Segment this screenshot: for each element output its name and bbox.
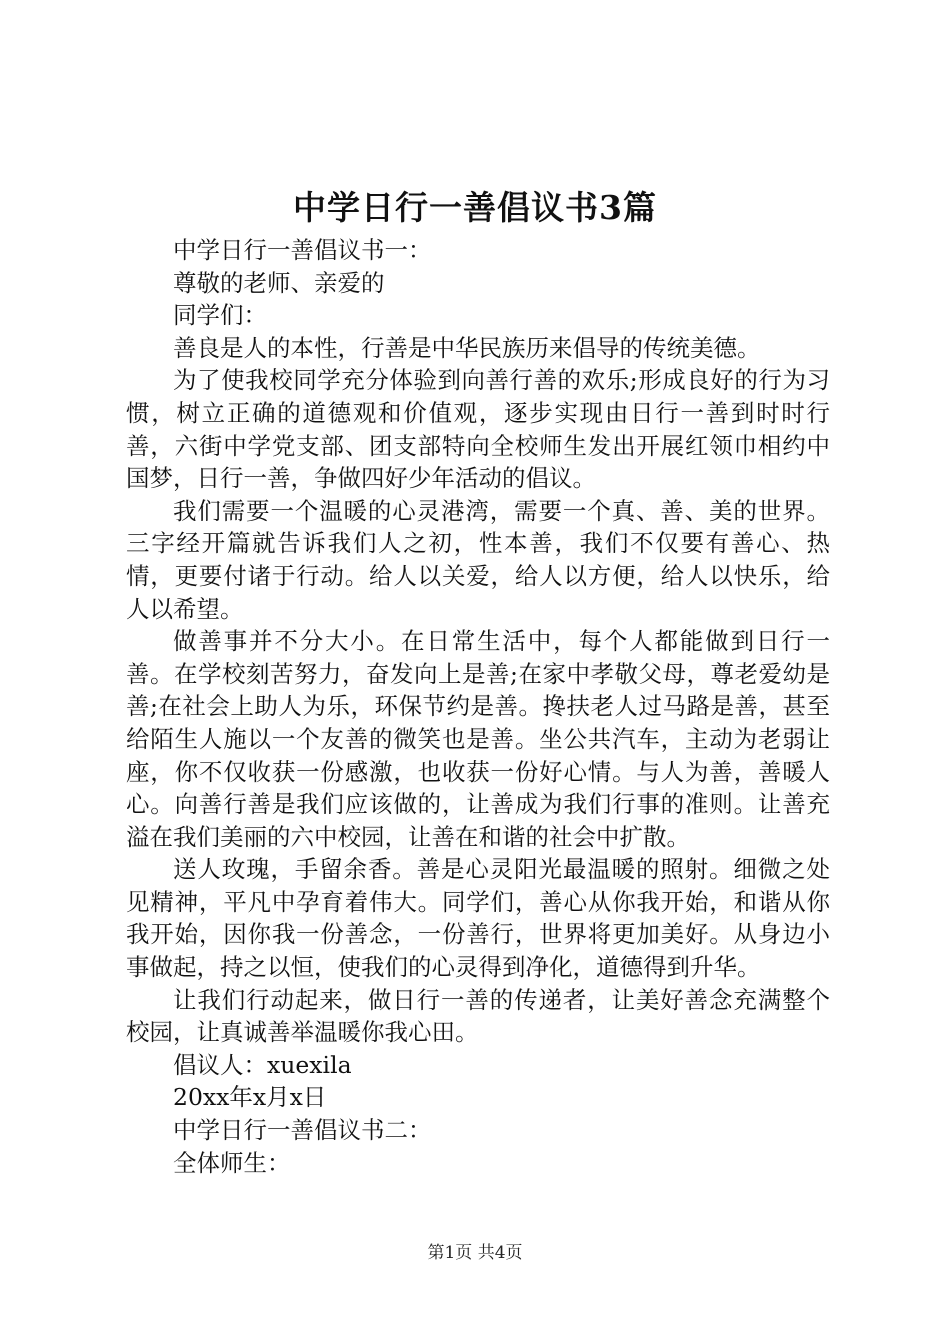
salutation-line-2: 同学们：	[173, 301, 267, 330]
date-line: 20xx年x月x日	[173, 1083, 327, 1112]
page-footer: 第1页 共4页	[427, 1243, 523, 1263]
document-title: 中学日行一善倡议书3篇	[293, 188, 657, 227]
section-heading-2: 中学日行一善倡议书二：	[173, 1116, 432, 1145]
body-paragraph: 送人玫瑰，手留余香。善是心灵阳光最温暖的照射。细微之处见精神，平凡中孕育着伟大。同学们，善心从你我开始，和谐从你我开始，因你我一份善念，一份善行，世界将更加美好。从身边小事做起，持之以恒，使我们的心灵得到净化，道德得到升华。	[126, 855, 830, 982]
body-paragraph: 善良是人的本性，行善是中华民族历来倡导的传统美德。	[173, 333, 761, 362]
salutation-line-1: 尊敬的老师、亲爱的	[173, 268, 385, 297]
body-paragraph: 做善事并不分大小。在日常生活中，每个人都能做到日行一善。在学校刻苦努力，奋发向上是善;在家中孝敬父母，尊老爱幼是善;在社会上助人为乐，环保节约是善。搀扶老人过马路是善，甚至给陌生人施以一个友善的微笑也是善。坐公共汽车，主动为老弱让座，你不仅收获一份感激，也收获一份好心情。与人为善，善暖人心。向善行善是我们应该做的，让善成为我们行事的准则。让善充溢在我们美丽的六中校园，让善在和谐的社会中扩散。	[126, 627, 830, 851]
body-paragraph: 为了使我校同学充分体验到向善行善的欢乐;形成良好的行为习惯，树立正确的道德观和价值观，逐步实现由日行一善到时时行善，六街中学党支部、团支部特向全校师生发出开展红领巾相约中国梦，日行一善，争做四好少年活动的倡议。	[126, 366, 830, 493]
body-paragraph: 我们需要一个温暖的心灵港湾，需要一个真、善、美的世界。三字经开篇就告诉我们人之初，性本善，我们不仅要有善心、热情，更要付诸于行动。给人以关爱，给人以方便，给人以快乐，给人以希望。	[126, 496, 830, 623]
section-heading-1: 中学日行一善倡议书一：	[173, 236, 432, 264]
signature-line: 倡议人：xuexila	[173, 1050, 352, 1079]
salutation-line-3: 全体师生：	[173, 1148, 291, 1177]
body-paragraph: 让我们行动起来，做日行一善的传递者，让美好善念充满整个校园，让真诚善举温暖你我心田。	[126, 985, 830, 1047]
document-body	[126, 234, 830, 1179]
